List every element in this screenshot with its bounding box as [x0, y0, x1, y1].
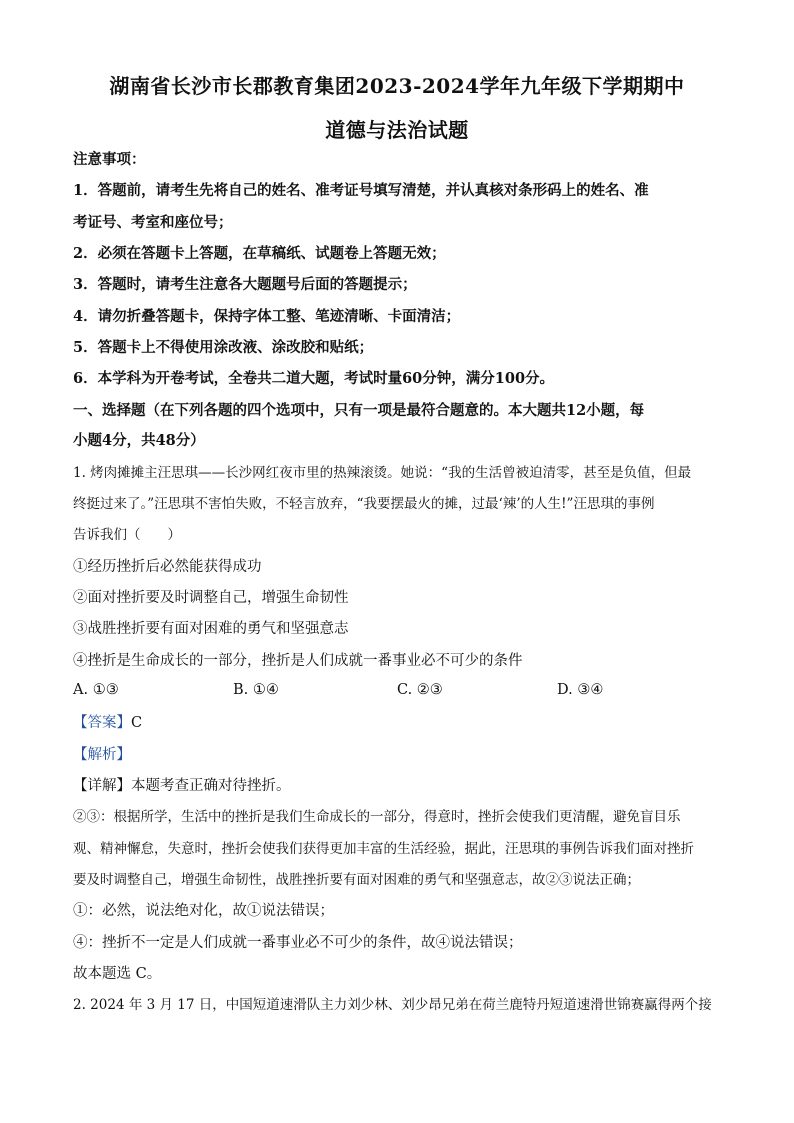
statement: ①经历挫折后必然能获得成功 [73, 559, 262, 575]
answer-label: 【答案】 [73, 715, 131, 731]
explanation-line: ①：必然，说法绝对化，故①说法错误； [73, 903, 334, 919]
notice-heading: 注意事项： [73, 151, 146, 168]
question-stem: 告诉我们（ ） [73, 527, 181, 543]
notice-item: 3．答题时，请考生注意各大题题号后面的答题提示； [73, 276, 417, 293]
question-stem: 2. 2024 年 3 月 17 日，中国短道速滑队主力刘少林、刘少昂兄弟在荷兰鹿特丹短道速滑世锦赛赢得两个接 [73, 997, 712, 1013]
analysis-label: 【解析】 [73, 747, 131, 763]
option-b: B. ①④ [233, 682, 279, 698]
explanation-line: 故本题选 C。 [73, 966, 162, 982]
explanation-line: 【详解】本题考查正确对待挫折。 [73, 778, 291, 794]
explanation-line: 要及时调整自己，增强生命韧性，战胜挫折要有面对困难的勇气和坚强意志，故②③说法正确； [73, 872, 640, 888]
document-subtitle: 道德与法治试题 [325, 118, 469, 142]
answer-value: C [131, 715, 143, 731]
section-heading: 一、选择题（在下列各题的四个选项中，只有一项是最符合题意的。本大题共12小题，每 [73, 402, 645, 419]
statement: ③战胜挫折要有面对困难的勇气和坚强意志 [73, 621, 349, 637]
question-stem: 终挺过来了。”汪思琪不害怕失败，不轻言放弃，“我要摆最火的摊，过最‘辣’的人生!”汪思琪的事例 [73, 496, 655, 512]
notice-item: 考证号、考室和座位号； [73, 214, 233, 231]
option-c: C. ②③ [397, 682, 443, 698]
question-stem: 1. 烤肉摊摊主汪思琪——长沙网红夜市里的热辣滚烫。她说：“我的生活曾被迫清零，甚至是负值，但最 [73, 465, 692, 481]
notice-item: 1．答题前，请考生先将自己的姓名、准考证号填写清楚，并认真核对条形码上的姓名、准 [73, 182, 649, 199]
explanation-line: ④：挫折不一定是人们成就一番事业必不可少的条件，故④说法错误； [73, 935, 523, 951]
answer-line [73, 713, 733, 733]
explanation-line: ②③：根据所学，生活中的挫折是我们生命成长的一部分，得意时，挫折会使我们更清醒，避免盲目乐 [73, 809, 681, 825]
notice-item: 2．必须在答题卡上答题，在草稿纸、试题卷上答题无效； [73, 245, 446, 262]
document-title: 湖南省长沙市长郡教育集团2023-2024学年九年级下学期期中 [109, 74, 685, 98]
section-heading: 小题4分，共48分） [73, 432, 205, 449]
notice-item: 4．请勿折叠答题卡，保持字体工整、笔迹清晰、卡面清洁； [73, 308, 461, 325]
option-a: A. ①③ [73, 682, 119, 698]
notice-item: 6．本学科为开卷考试，全卷共二道大题，考试时量60分钟，满分100分。 [73, 370, 555, 387]
statement: ②面对挫折要及时调整自己，增强生命韧性 [73, 590, 349, 606]
statement: ④挫折是生命成长的一部分，挫折是人们成就一番事业必不可少的条件 [73, 653, 523, 669]
explanation-line: 观、精神懈怠，失意时，挫折会使我们获得更加丰富的生活经验，据此，汪思琪的事例告诉我们面对挫折 [73, 841, 694, 857]
option-d: D. ③④ [557, 682, 604, 698]
notice-item: 5．答题卡上不得使用涂改液、涂改胶和贴纸； [73, 339, 374, 356]
